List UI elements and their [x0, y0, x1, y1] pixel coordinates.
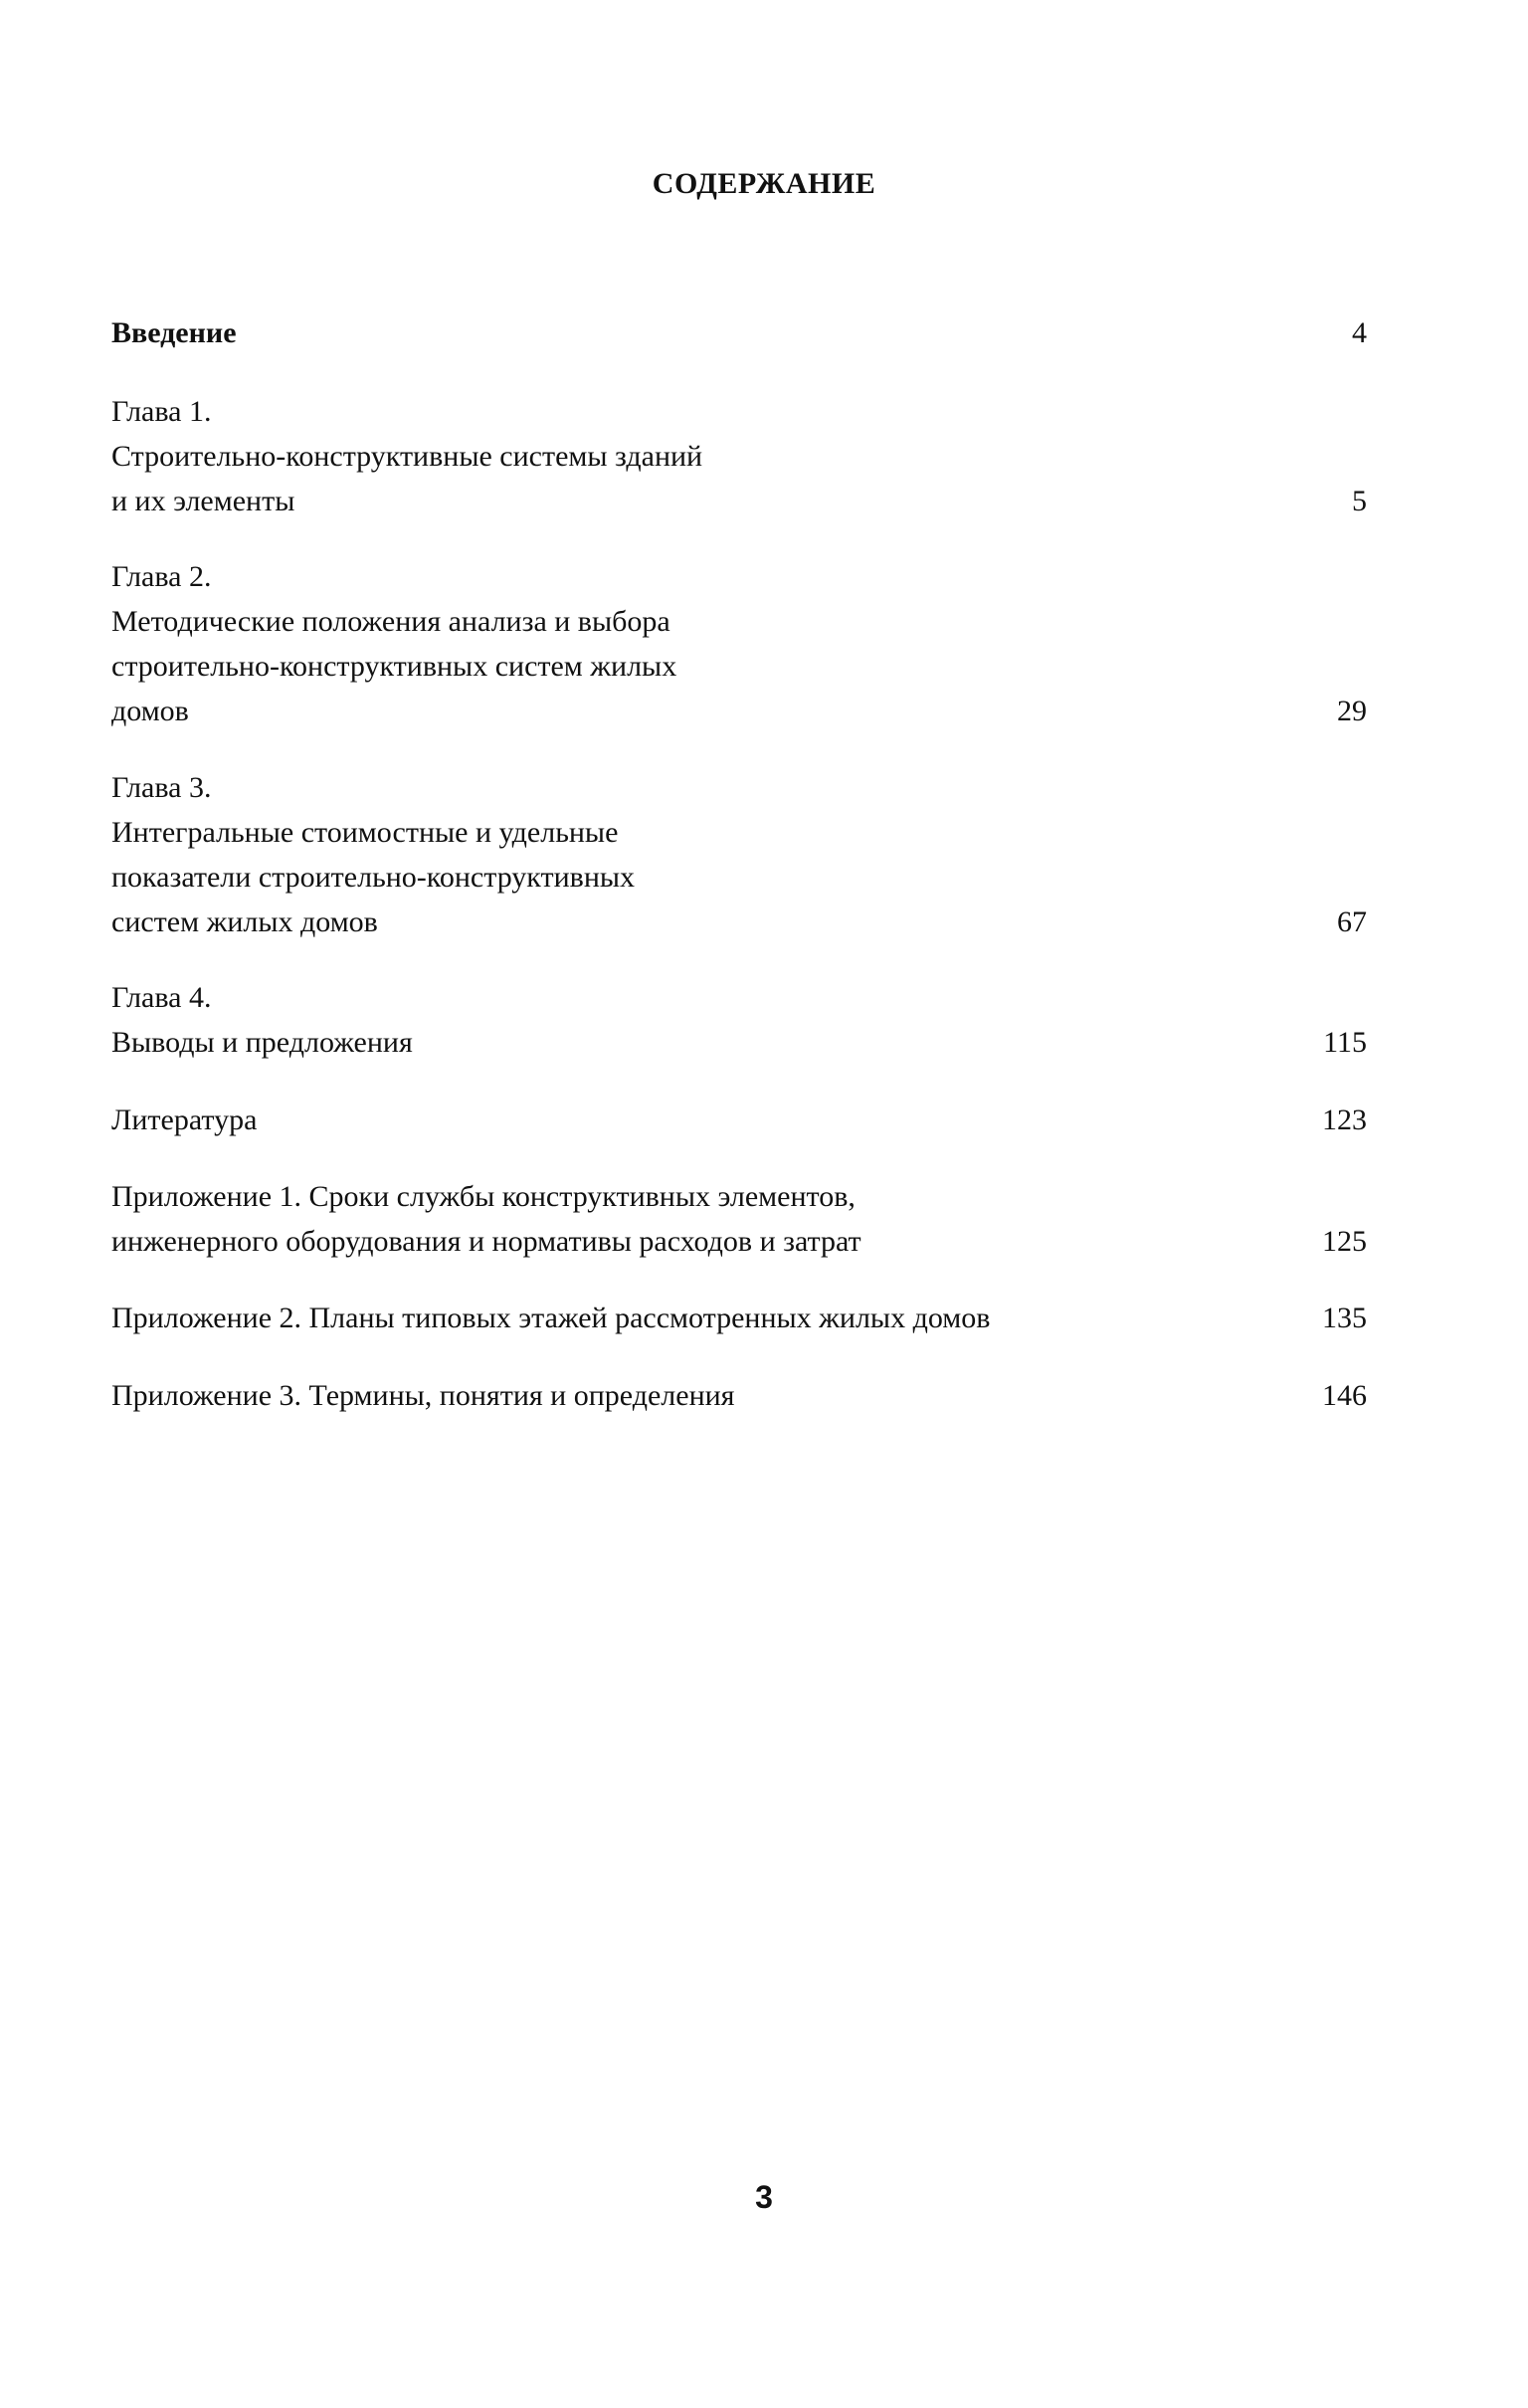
- toc-entry-appendix-1[interactable]: [111, 1174, 1367, 1264]
- toc-entry-line: домов: [111, 695, 189, 727]
- toc-page-number: 115: [1323, 1026, 1367, 1059]
- toc-entry-line: Глава 1.: [111, 395, 212, 428]
- toc-page-number: 67: [1337, 905, 1367, 938]
- toc-entry-references[interactable]: [111, 1098, 1367, 1142]
- toc-entry-line: и их элементы: [111, 485, 295, 517]
- toc-entry-line: Выводы и предложения: [111, 1026, 413, 1059]
- toc-entry-line: систем жилых домов: [111, 905, 378, 938]
- toc-entry-line: Глава 4.: [111, 981, 212, 1014]
- toc-entry-line: Методические положения анализа и выбора: [111, 605, 670, 638]
- toc-page-number: 125: [1322, 1225, 1367, 1258]
- toc-page-number: 5: [1352, 485, 1367, 517]
- toc-entry-chapter-2[interactable]: [111, 554, 1367, 733]
- toc-entry-chapter-4[interactable]: [111, 975, 1367, 1065]
- toc-entry-line: Приложение 1. Сроки службы конструктивных элементов,: [111, 1180, 856, 1213]
- toc-title: СОДЕРЖАНИЕ: [652, 167, 876, 200]
- toc-page-number: 4: [1352, 316, 1367, 349]
- toc-entry-appendix-3[interactable]: [111, 1373, 1367, 1418]
- toc-page-number: 29: [1337, 695, 1367, 727]
- toc-entry-line: инженерного оборудования и нормативы расходов и затрат: [111, 1225, 861, 1258]
- toc-entry-line: показатели строительно-конструктивных: [111, 861, 636, 894]
- toc-entry-line: Приложение 2. Планы типовых этажей рассмотренных жилых домов: [111, 1302, 991, 1334]
- toc-page-number: 146: [1322, 1379, 1367, 1412]
- toc-entry-line: Строительно-конструктивные системы зданий: [111, 440, 703, 473]
- toc-entry-chapter-1[interactable]: [111, 389, 1367, 523]
- toc-entry-line: Интегральные стоимостные и удельные: [111, 816, 619, 849]
- toc-entry-line: Глава 3.: [111, 771, 212, 804]
- toc-page-number: 123: [1322, 1104, 1367, 1136]
- toc-page-number: 135: [1322, 1302, 1367, 1334]
- toc-entry-line: Глава 2.: [111, 560, 212, 593]
- toc-entry-chapter-3[interactable]: [111, 765, 1367, 944]
- toc-entry-line: Введение: [111, 316, 237, 349]
- page-number: 3: [755, 2179, 773, 2215]
- toc-entry-line: Приложение 3. Термины, понятия и определения: [111, 1379, 735, 1412]
- toc-entry-line: строительно-конструктивных систем жилых: [111, 650, 677, 683]
- toc-entry-appendix-2[interactable]: [111, 1296, 1367, 1340]
- toc-entry-introduction[interactable]: [111, 310, 1367, 355]
- toc-entry-line: Литература: [111, 1104, 258, 1136]
